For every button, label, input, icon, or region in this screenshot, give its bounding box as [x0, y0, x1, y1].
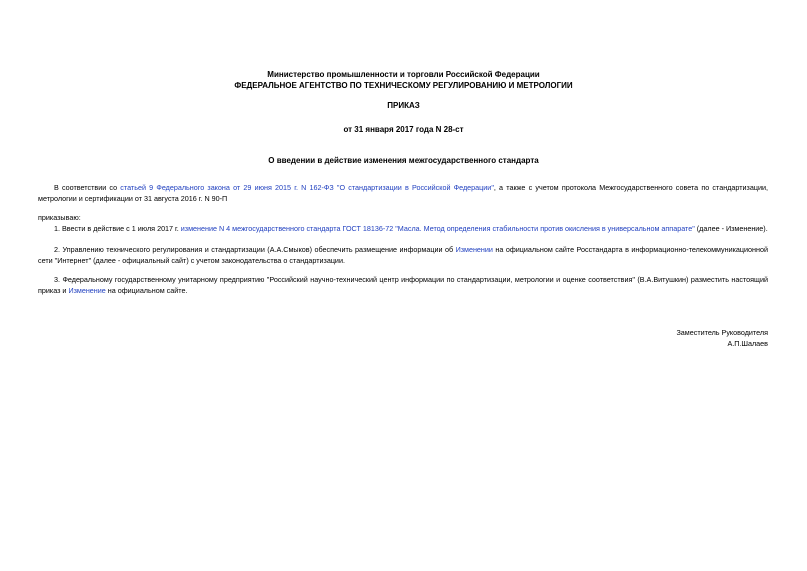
intro-paragraph	[38, 183, 768, 205]
amendment-link-3[interactable]: Изменение	[68, 285, 106, 295]
item-1-text-1: 1. Ввести в действие с 1 июля 2017 г.	[54, 224, 181, 233]
item-3-text-1: 3. Федеральному государственному унитарному предприятию "Российский научно-технический центр информации по стандартизации, метрологии и оценке соответствия" (В.А.Витушкин) разместить настоящий приказ и	[38, 275, 768, 295]
federal-law-link[interactable]: статьей 9 Федерального закона от 29 июня 2015 г. N 162-ФЗ "О стандартизации в Российской Федерации"	[120, 183, 494, 192]
signatory-position: Заместитель Руководителя	[676, 328, 768, 337]
agency-heading: ФЕДЕРАЛЬНОЕ АГЕНТСТВО ПО ТЕХНИЧЕСКОМУ РЕГУЛИРОВАНИЮ И МЕТРОЛОГИИ	[234, 81, 573, 90]
document-type: ПРИКАЗ	[387, 101, 420, 110]
order-word: приказываю:	[38, 213, 81, 222]
intro-text-2: , а также с учетом протокола Межгосударственного совета по стандартизации, метрологии и сертификации от 31 августа 2016 г. N 90-П	[38, 183, 768, 203]
intro-text-1: В соответствии со	[54, 183, 121, 192]
item-3-text-2: на официальном сайте.	[105, 285, 188, 295]
item-2-text-1: 2. Управлению технического регулирования и стандартизации (А.А.Смыков) обеспечить размещение информации об	[54, 245, 456, 254]
document-date-number: от 31 января 2017 года N 28-ст	[343, 125, 464, 134]
amendment-link-2[interactable]: Изменении	[455, 245, 493, 254]
item-1-text-2: (далее - Изменение).	[694, 224, 768, 233]
signatory-name: А.П.Шалаев	[727, 339, 768, 348]
ministry-heading: Министерство промышленности и торговли Российской Федерации	[267, 70, 540, 79]
item-3-paragraph	[38, 275, 768, 297]
item-1-paragraph	[38, 224, 768, 235]
amendment-link[interactable]: изменение N 4 межгосударственного стандарта ГОСТ 18136-72 "Масла. Метод определения стабильности против окисления в универсальном аппарате"	[180, 224, 695, 233]
item-2-paragraph	[38, 245, 768, 267]
document-subject: О введении в действие изменения межгосударственного стандарта	[268, 156, 539, 165]
item-2-text-2: на официальном сайте Росстандарта в информационно-телекоммуникационной сети "Интернет" (далее - официальный сайт) с учетом законодательства о стандартизации.	[38, 245, 769, 265]
